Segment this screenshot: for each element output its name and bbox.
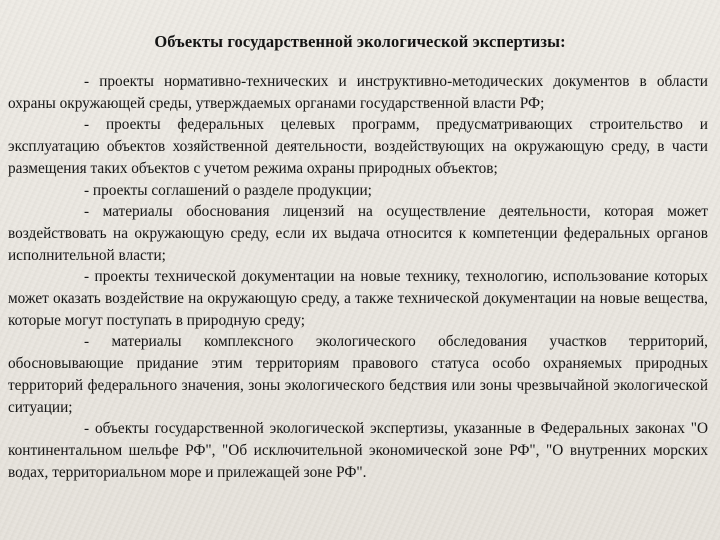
slide-body xyxy=(8,71,708,483)
slide-title: Объекты государственной экологической экспертизы: xyxy=(154,32,566,51)
list-item-survey-materials: - материалы комплексного экологического обследования участков территорий, обосновывающие придание этим территориям правового статуса особо охраняемых природных территорий федерального значения, зоны экологического бедствия или зоны чрезвычайной экологической ситуации; xyxy=(8,333,708,416)
list-item-normative-docs: - проекты нормативно-технических и инструктивно-методических документов в области охраны окружающей среды, утверждаемых органами государственной власти РФ; xyxy=(8,73,708,112)
list-item-production-sharing: - проекты соглашений о разделе продукции; xyxy=(84,181,372,199)
list-item-license-materials: - материалы обоснования лицензий на осуществление деятельности, которая может воздействовать на окружающую среду, если их выдача относится к компетенции федеральных органов исполнительной власти; xyxy=(8,203,708,264)
list-item-technical-docs: - проекты технической документации на новые технику, технологию, использование которых может оказать воздействие на окружающую среду, а также технической документации на новые вещества, которые могут поступать в природную среду; xyxy=(8,268,708,329)
list-item-federal-laws: - объекты государственной экологической экспертизы, указанные в Федеральных законах "О континентальном шельфе РФ", "Об исключительной экономической зоне РФ", "О внутренних морских водах, территориальном море и прилежащей зоне РФ". xyxy=(8,420,708,481)
list-item-federal-programs: - проекты федеральных целевых программ, предусматривающих строительство и эксплуатацию объектов хозяйственной деятельности, воздействующих на окружающую среду, в части размещения таких объектов с учетом режима охраны природных объектов; xyxy=(8,116,708,177)
